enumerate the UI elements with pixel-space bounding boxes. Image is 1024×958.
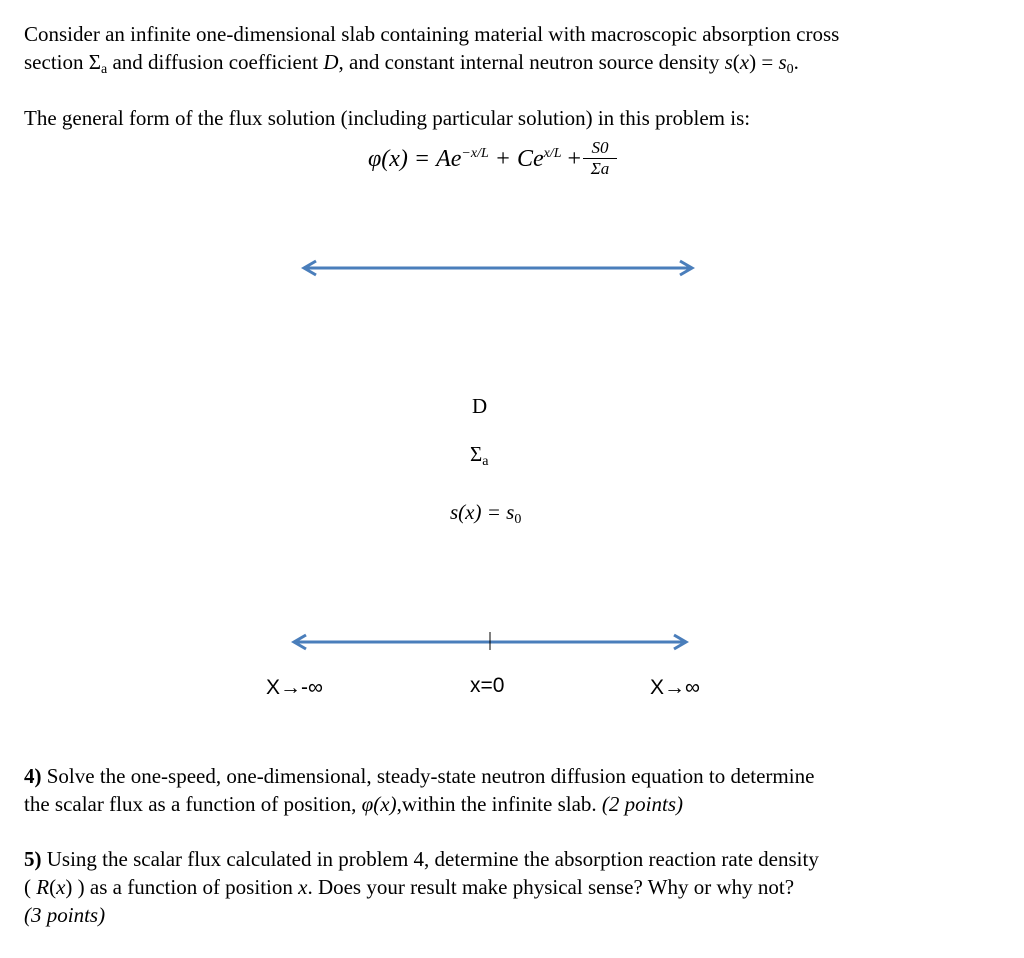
equation-exp1: −x/L [461,146,489,161]
intro-line-2a: section Σ [24,50,101,74]
slab-d-label: D [472,394,488,418]
axis-center-label: x=0 [470,674,505,697]
slab-source-label: $s(x) = s_0$ [450,500,522,527]
top-double-arrow [300,260,696,276]
axis-double-arrow [290,630,690,650]
equation-numerator: S0 [583,138,617,159]
axis-right-label: X→∞ [650,676,700,699]
question-5: 5) Using the scalar flux calculated in problem 4, determine the absorption reaction rate density ( R(x) ) as a function of position x. Does your result make physical sense? Why or why not? (3 points) [24,847,819,927]
general-form-text: The general form of the flux solution (including particular solution) in this problem is: [24,106,751,130]
axis-left-label: X→-∞ [266,676,323,699]
question-4-phi: φ(x) [361,792,397,816]
equation-lhs: φ(x) = Ae [368,146,462,172]
slab-sigma-label: $\Sigma_a$ [470,442,489,469]
flux-equation [368,146,581,173]
equation-plus: + [561,146,582,172]
equation-fraction [583,138,617,179]
intro-paragraph: Consider an infinite one-dimensional slab containing material with macroscopic absorption cross section $\Sigma_a$ and diffusion coefficient D, and constant internal neutron source density $s(x) = s_0$. [24,22,840,77]
question-5-line1: Using the scalar flux calculated in problem 4, determine the absorption reaction rate density [41,847,819,871]
question-5-points: (3 points) [24,903,106,927]
equation-exp2: x/L [543,146,562,161]
equation-mid: + Ce [488,146,544,172]
intro-line-1: Consider an infinite one-dimensional slab containing material with macroscopic absorption cross [24,22,840,46]
equation-denominator: Σa [590,159,610,178]
question-4: 4) Solve the one-speed, one-dimensional, steady-state neutron diffusion equation to determine the scalar flux as a function of position, φ(x),within the infinite slab. (2 points) [24,764,815,816]
question-4-number: 4) [24,764,42,788]
question-4-line1: Solve the one-speed, one-dimensional, steady-state neutron diffusion equation to determine [41,764,815,788]
question-5-number: 5) [24,847,42,871]
question-4-points: (2 points) [601,792,683,816]
